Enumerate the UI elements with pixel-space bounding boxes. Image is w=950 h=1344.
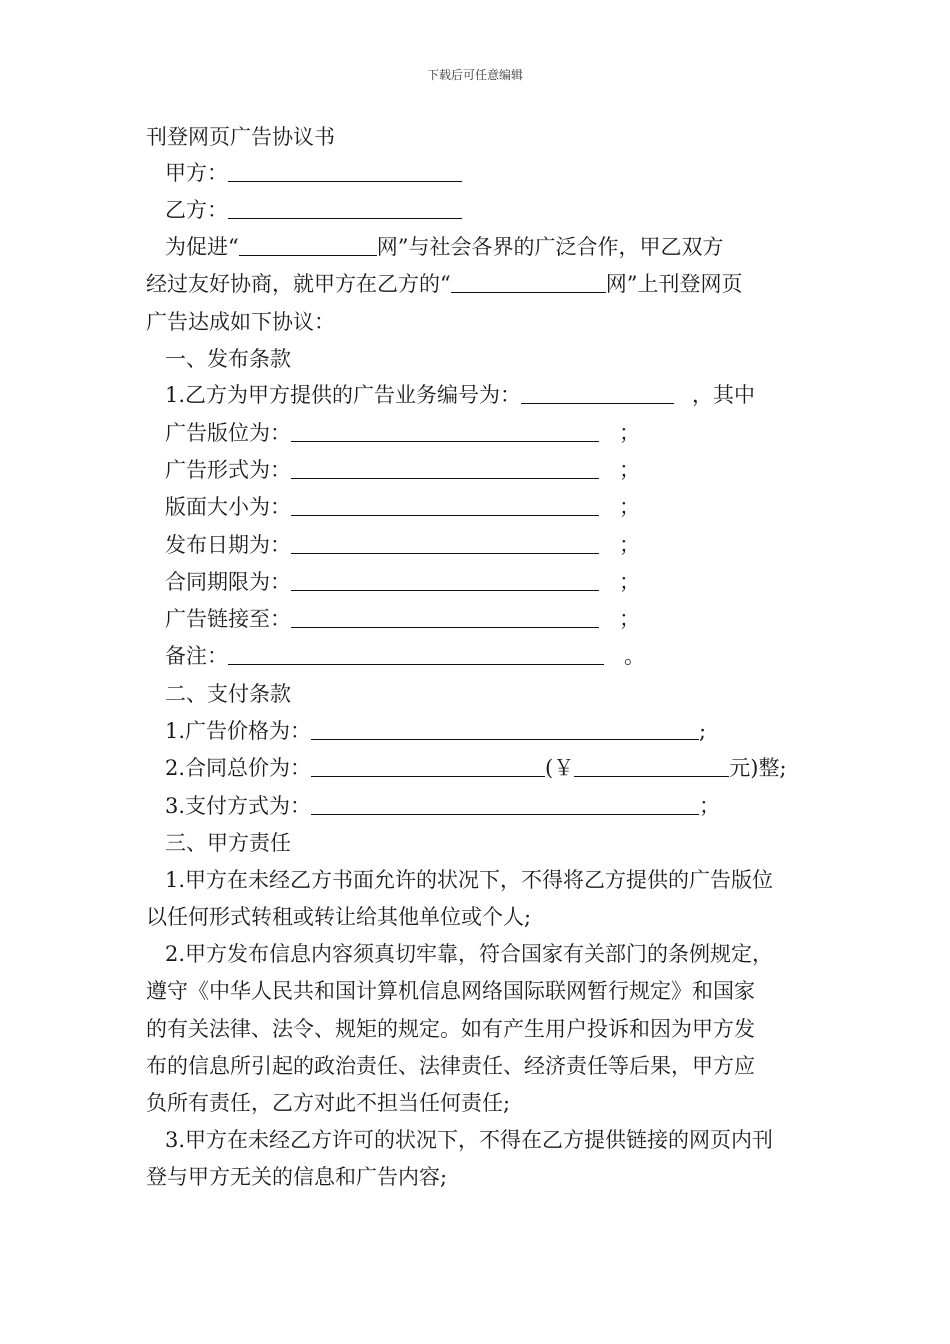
- site-name-blank[interactable]: [239, 235, 377, 256]
- payment-method-line: [165, 792, 720, 820]
- intro-text: 为促进“: [165, 235, 239, 259]
- field-blank[interactable]: [291, 458, 599, 479]
- document-title: 刊登网页广告协议书: [146, 125, 335, 149]
- total-price-blank[interactable]: [311, 756, 545, 777]
- field-row: [165, 456, 640, 484]
- field-label: 合同期限为：: [165, 570, 291, 594]
- total-price-line: [165, 754, 787, 782]
- intro-line-3: 广告达成如下协议：: [146, 310, 335, 334]
- paragraph-line: 的有关法律、法令、规矩的规定。如有产生用户投诉和因为甲方发: [146, 1017, 755, 1041]
- price-blank[interactable]: [311, 719, 699, 740]
- field-blank[interactable]: [291, 570, 599, 591]
- field-row: [165, 493, 640, 521]
- field-blank[interactable]: [291, 607, 599, 628]
- field-row: [165, 531, 640, 559]
- intro-text: 经过友好协商，就甲方在乙方的“: [146, 272, 451, 296]
- paragraph-line: 布的信息所引起的政治责任、法律责任、经济责任等后果，甲方应: [146, 1054, 755, 1078]
- paragraph-line: 登与甲方无关的信息和广告内容;: [146, 1165, 448, 1189]
- field-blank[interactable]: [291, 421, 599, 442]
- total-price-amount-blank[interactable]: [574, 756, 729, 777]
- field-row: [165, 605, 640, 633]
- party-b-blank[interactable]: [228, 198, 462, 219]
- intro-line-2: [146, 270, 743, 298]
- field-label: 备注：: [165, 644, 228, 668]
- payment-method-blank[interactable]: [311, 794, 699, 815]
- total-price-end: 元)整;: [729, 756, 787, 780]
- total-price-currency: (￥: [545, 756, 575, 780]
- payment-method-end: ；: [699, 794, 721, 818]
- field-blank[interactable]: [291, 495, 599, 516]
- field-end: ；: [619, 421, 640, 445]
- party-a-label: 甲方：: [165, 161, 228, 185]
- field-row: [165, 419, 640, 447]
- business-number-line: [165, 381, 755, 409]
- field-end: ；: [619, 607, 640, 631]
- field-end: ；: [619, 533, 640, 557]
- field-end: ；: [619, 495, 640, 519]
- field-label: 版面大小为：: [165, 495, 291, 519]
- remarks-blank[interactable]: [228, 644, 604, 665]
- price-end: ;: [699, 719, 707, 743]
- intro-text: 网”上刊登网页: [605, 272, 743, 296]
- section-2-heading: 二、支付条款: [165, 682, 291, 706]
- field-blank[interactable]: [291, 533, 599, 554]
- field-label: 广告链接至：: [165, 607, 291, 631]
- page-header: 下载后可任意编辑: [426, 68, 523, 82]
- paragraph-line: 以任何形式转租或转让给其他单位或个人;: [146, 905, 532, 929]
- section-1-heading: 一、发布条款: [165, 347, 291, 371]
- paragraph-line: 1.甲方在未经乙方书面允许的状况下，不得将乙方提供的广告版位: [165, 868, 774, 892]
- price-line: [165, 717, 706, 745]
- party-b-line: [165, 196, 462, 224]
- paragraph-line: 负所有责任，乙方对此不担当任何责任;: [146, 1091, 511, 1115]
- party-a-blank[interactable]: [228, 161, 462, 182]
- price-label: 1.广告价格为：: [165, 719, 312, 743]
- paragraph-line: 2.甲方发布信息内容须真切牢靠，符合国家有关部门的条例规定，: [165, 942, 774, 966]
- field-end: ；: [619, 570, 640, 594]
- site-name-blank-2[interactable]: [451, 272, 606, 293]
- party-b-label: 乙方：: [165, 198, 228, 222]
- business-number-label: 1.乙方为甲方提供的广告业务编号为：: [165, 383, 522, 407]
- section-3-heading: 三、甲方责任: [165, 831, 291, 855]
- intro-text: 网”与社会各界的广泛合作，甲乙双方: [376, 235, 724, 259]
- business-number-blank[interactable]: [521, 383, 674, 404]
- total-price-label: 2.合同总价为：: [165, 756, 312, 780]
- business-number-tail: ，其中: [692, 383, 756, 407]
- field-row: [165, 568, 640, 596]
- field-end: 。: [624, 644, 645, 668]
- field-label: 广告形式为：: [165, 458, 291, 482]
- payment-method-label: 3.支付方式为：: [165, 794, 312, 818]
- field-label: 发布日期为：: [165, 533, 291, 557]
- field-end: ；: [619, 458, 640, 482]
- field-row-remarks: [165, 642, 645, 670]
- field-label: 广告版位为：: [165, 421, 291, 445]
- paragraph-line: 遵守《中华人民共和国计算机信息网络国际联网暂行规定》和国家: [146, 979, 755, 1003]
- paragraph-line: 3.甲方在未经乙方许可的状况下，不得在乙方提供链接的网页内刊: [165, 1128, 774, 1152]
- intro-line-1: [165, 233, 723, 261]
- party-a-line: [165, 159, 462, 187]
